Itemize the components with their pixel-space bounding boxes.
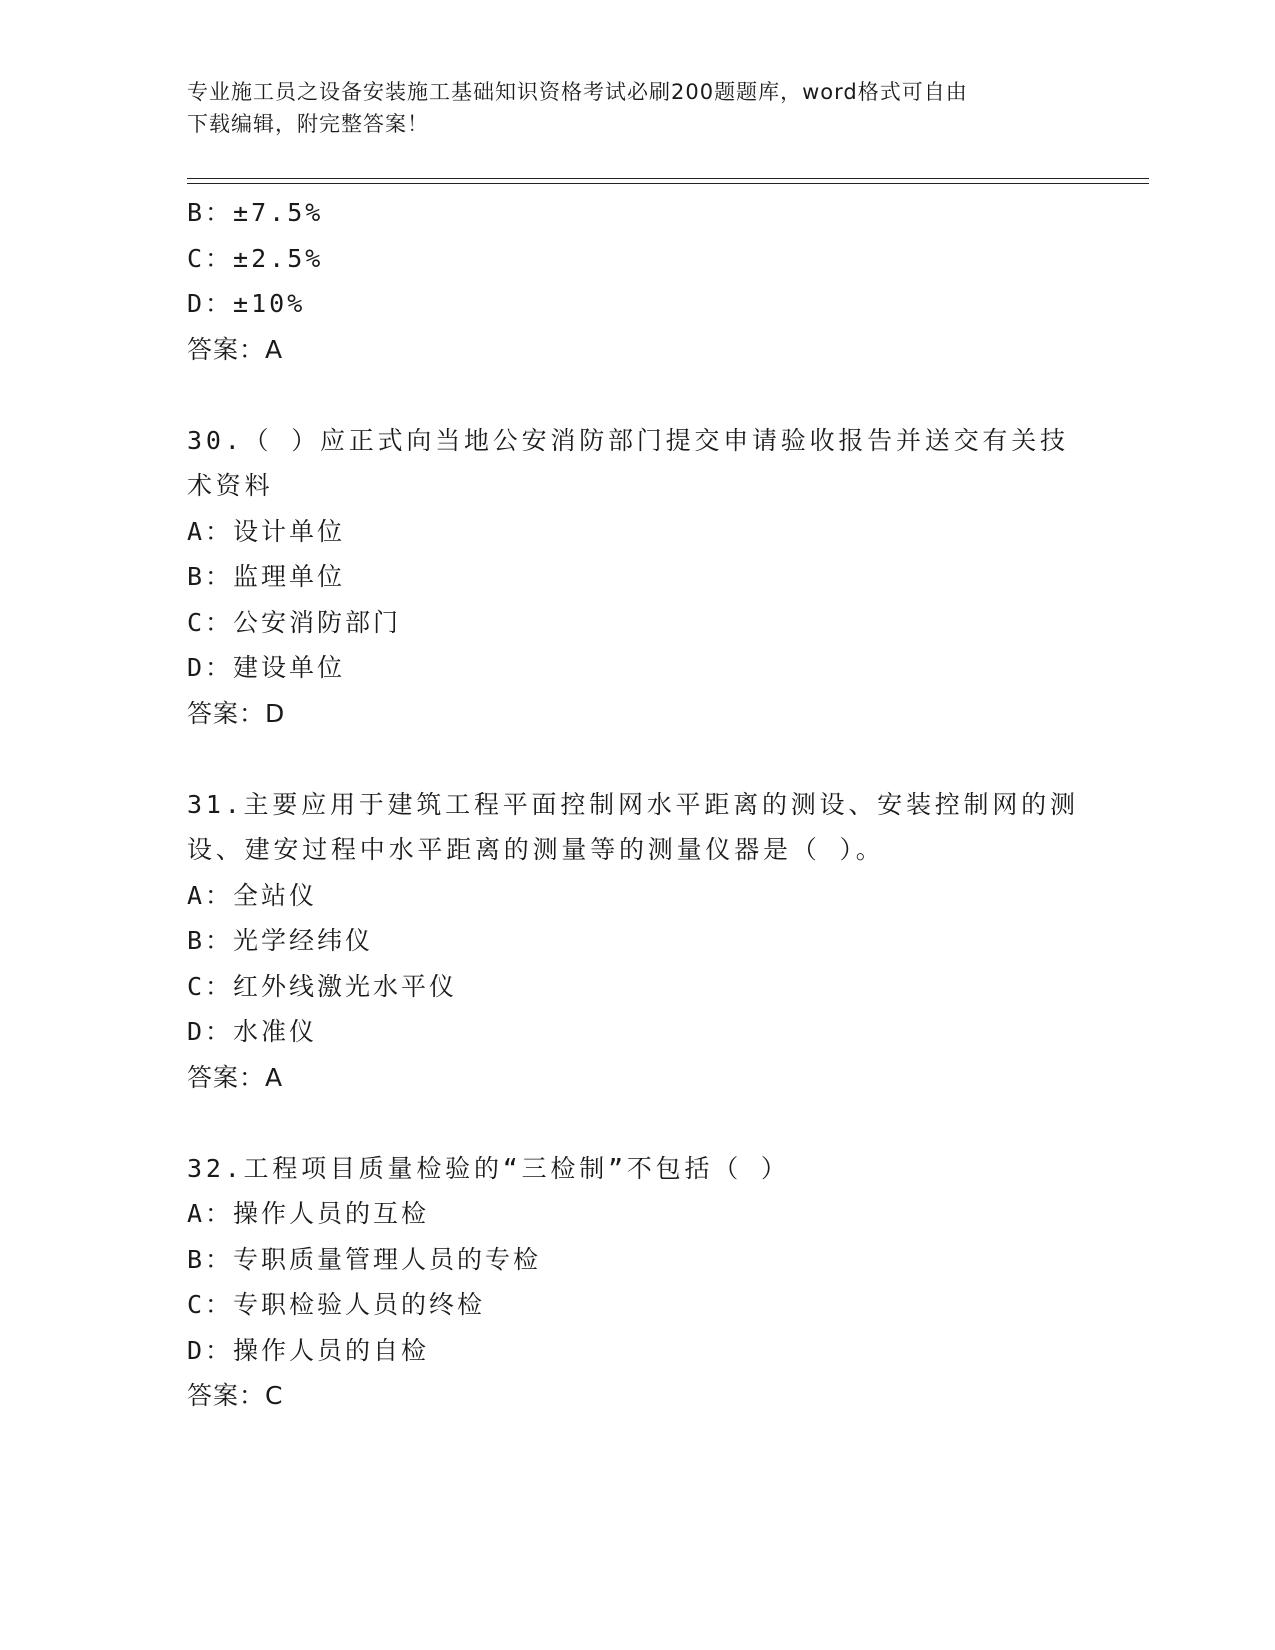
question-31 <box>187 782 1087 1101</box>
header-rule-top <box>187 178 1149 179</box>
option-b: B：监理单位 <box>187 562 346 591</box>
option-d: D：建设单位 <box>187 653 346 682</box>
answer-line: 答案：D <box>187 698 286 728</box>
option-b: B：±7.5% <box>187 198 324 227</box>
option-d: D：水准仪 <box>187 1017 318 1046</box>
option-b: B：专职质量管理人员的专检 <box>187 1244 542 1274</box>
option-c: C：±2.5% <box>187 243 324 273</box>
question-stem-line: 31.主要应用于建筑工程平面控制网水平距离的测设、安装控制网的测 <box>187 789 1079 819</box>
spacer <box>187 736 1087 782</box>
question-29-continued <box>187 190 1087 372</box>
answer-line: 答案：C <box>187 1381 284 1410</box>
document-header <box>187 76 1067 140</box>
question-32 <box>187 1146 1087 1419</box>
option-a: A：操作人员的互检 <box>187 1199 430 1228</box>
question-stem-line: 设、建安过程中水平距离的测量等的测量仪器是（ ）。 <box>187 835 885 864</box>
option-b: B：光学经纬仪 <box>187 926 374 955</box>
answer-line: 答案：A <box>187 1062 284 1092</box>
spacer <box>187 1100 1087 1146</box>
header-rule-bottom <box>187 183 1149 184</box>
question-stem-line: 术资料 <box>187 471 274 500</box>
spacer <box>187 372 1087 418</box>
option-d: D：操作人员的自检 <box>187 1335 430 1365</box>
option-c: C：红外线激光水平仪 <box>187 971 458 1001</box>
option-c: C：专职检验人员的终检 <box>187 1290 486 1319</box>
question-stem-line: 30.（ ）应正式向当地公安消防部门提交申请验收报告并送交有关技 <box>187 425 1069 455</box>
question-list <box>187 190 1087 1419</box>
option-d: D：±10% <box>187 289 306 318</box>
header-line-1: 专业施工员之设备安装施工基础知识资格考试必刷200题题库，word格式可自由 <box>187 80 968 104</box>
option-a: A：全站仪 <box>187 880 318 910</box>
answer-line: 答案：A <box>187 334 284 364</box>
question-30 <box>187 418 1087 737</box>
option-c: C：公安消防部门 <box>187 607 402 637</box>
header-line-2: 下载编辑，附完整答案！ <box>187 112 429 136</box>
question-stem-line: 32.工程项目质量检验的“三检制”不包括（ ） <box>187 1153 790 1183</box>
option-a: A：设计单位 <box>187 516 346 546</box>
